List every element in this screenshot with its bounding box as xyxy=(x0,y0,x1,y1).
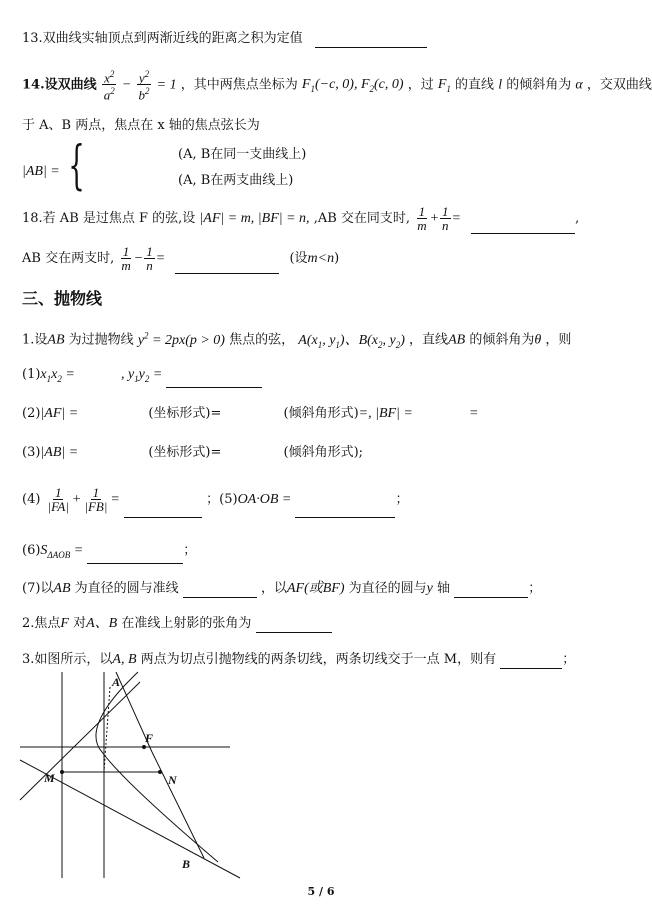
chord-fb xyxy=(152,752,204,858)
q-4-num: (4) xyxy=(22,492,41,507)
parabola-item-2: 2.焦点F 对A、B 在准线上射影的张角为 xyxy=(22,615,332,633)
item-14-angle: 的倾斜角为 xyxy=(506,77,572,93)
item-14: 14.设双曲线 $\frac{x^2}{a^2}$ − $\frac{y^2}{b^2}$ = 1 ，其中两焦点坐标为 $F_1(-c$, 0), $F_2(c$, 0) ，过 $F_1$ 的直线 l 的倾斜角为 α ，交双曲线 xyxy=(22,69,652,103)
answer-blank-q5[interactable] xyxy=(295,503,395,518)
p1-line: ，直线 xyxy=(409,332,449,348)
parabola-item-3: 3.如图所示，以A, B 两点为切点引抛物线的两条切线，两条切线交于一点 M，则有 ； xyxy=(22,652,576,667)
formula-af-bf: |AF| = m, |BF| = n, xyxy=(199,211,310,226)
q-3-angle: (倾斜角形式); xyxy=(283,445,364,460)
item-14-line: 的直线 xyxy=(455,77,495,93)
formula-foci: $F_1(-c$, 0), $F_2(c$, 0) xyxy=(301,77,404,95)
page-number: 5 / 6 xyxy=(307,885,335,898)
section-heading-parabola: 三、抛物线 xyxy=(22,289,103,308)
formula-y2b2: $\frac{y^2}{b^2}$ xyxy=(138,69,150,103)
p1-through: 为过抛物线 xyxy=(68,332,134,348)
q-7-circle: 为直径的圆与 xyxy=(348,581,427,596)
p1-focus: 焦点的弦， xyxy=(229,332,295,348)
case-same-branch: (A, B在同一支曲线上) xyxy=(178,147,307,162)
label-f: F xyxy=(145,731,154,745)
q-3: (3)|AB| = (坐标形式)= (倾斜角形式); xyxy=(22,445,364,460)
item-18-two: AB 交在两支时, xyxy=(22,251,115,266)
tangent-at-a xyxy=(20,682,140,800)
item-13-text: 13.双曲线实轴顶点到两渐近线的距离之积为定值 xyxy=(22,31,303,46)
answer-blank-q7a[interactable] xyxy=(183,583,257,598)
q-1: $(1)x_1x_2$ = , $y_1y_2$ = xyxy=(22,366,262,388)
answer-blank-q4[interactable] xyxy=(124,503,202,518)
assume-text: (设 xyxy=(289,251,308,266)
answer-blank-13[interactable] xyxy=(315,33,427,48)
q-3-num: (3) xyxy=(22,445,41,460)
q-6: $(6)S_{\Delta AOB}$ = ； xyxy=(22,542,196,564)
parabola-tangent-figure xyxy=(20,672,240,878)
q-2-angle: (倾斜角形式) xyxy=(283,406,359,421)
q-4-5: (4) $\frac{1}{|FA|}$ + $\frac{1}{|FB|}$ = ；(5)OA·OB = ； xyxy=(22,482,409,518)
chord-length-label: |AB| = xyxy=(22,164,60,179)
p3-text: 两点为切点引抛物线的两条切线，两条切线交于一点 M，则有 xyxy=(140,652,497,667)
q-7-lead: (7)以 xyxy=(22,581,54,596)
item-18-cont: AB 交在两支时, $\frac{1}{m}$ − $\frac{1}{n}$ = (设m<n) xyxy=(22,244,340,273)
label-a: A xyxy=(112,675,121,689)
q-7-directrix: 为直径的圆与准线 xyxy=(74,581,179,596)
q-2-coord: (坐标形式)= xyxy=(148,406,222,421)
p2-angle: 在准线上射影的张角为 xyxy=(121,616,252,631)
answer-blank-q1[interactable] xyxy=(166,373,262,388)
q-2-num: (2) xyxy=(22,406,41,421)
q-7-with: ，以 xyxy=(260,581,287,596)
q-3-coord: (坐标形式)= xyxy=(148,445,222,460)
q-5-num: ；(5) xyxy=(206,492,238,507)
q-2: (2)|AF| = (坐标形式)= (倾斜角形式)=, |BF| = = xyxy=(22,406,479,421)
answer-blank-18b[interactable] xyxy=(175,259,279,274)
formula-x2a2: $\frac{x^2}{a^2}$ xyxy=(103,69,115,103)
parabola-item-1: 1.设AB 为过抛物线 $y^2 = 2px(p > 0)$ 焦点的弦， $A(x_1$, $y_1$)、$B(x_2$, $y_2$) ，直线AB 的倾斜角为θ ，则 xyxy=(22,330,572,350)
item-13 xyxy=(22,30,427,48)
label-n: N xyxy=(168,773,177,787)
item-14-intersect: ，交双曲线 xyxy=(586,77,652,93)
label-m: M xyxy=(44,771,55,785)
case-two-branches: (A, B在两支曲线上) xyxy=(178,173,294,188)
item-14-through: ，过 xyxy=(407,77,434,93)
item-14-foci-text: ，其中两焦点坐标为 xyxy=(180,77,298,93)
item-18-lead: 18.若 AB 是过焦点 F 的弦,设 xyxy=(22,211,196,226)
p2-to: 对 xyxy=(73,616,87,631)
p1-lead: 1.设 xyxy=(22,332,48,348)
answer-blank-q6[interactable] xyxy=(87,549,183,564)
p3-lead: 3.如图所示，以 xyxy=(22,652,113,667)
item-14-cont: 于 A、B 两点，焦点在 x 轴的焦点弦长为 xyxy=(22,118,260,133)
p2-lead: 2.焦点 xyxy=(22,616,61,631)
answer-blank-18a[interactable] xyxy=(471,219,575,234)
dashed-a xyxy=(104,687,110,772)
label-b: B xyxy=(182,857,191,871)
item-14-lead: 14.设双曲线 xyxy=(22,77,97,93)
q-7-axis: 轴 xyxy=(437,581,451,596)
item-18: 18.若 AB 是过焦点 F 的弦,设 |AF| = m, |BF| = n, ,AB 交在同支时, $\frac{1}{m}$ + $\frac{1}{n}$ = , xyxy=(22,204,580,233)
item-18-same: ,AB 交在同支时, xyxy=(313,211,411,226)
brace-symbol: { xyxy=(68,136,85,196)
answer-blank-q7b[interactable] xyxy=(454,583,528,598)
q-6-num: (6) xyxy=(22,543,41,558)
answer-blank-p2[interactable] xyxy=(256,618,332,633)
answer-blank-p3[interactable] xyxy=(500,654,562,669)
q-7: (7)以AB 为直径的圆与准线 ，以AF(或BF) 为直径的圆与y 轴 ； xyxy=(22,581,542,596)
p1-angle: 的倾斜角为 xyxy=(469,332,535,348)
p1-then: ，则 xyxy=(545,332,572,348)
q-1-num: (1) xyxy=(22,367,41,382)
